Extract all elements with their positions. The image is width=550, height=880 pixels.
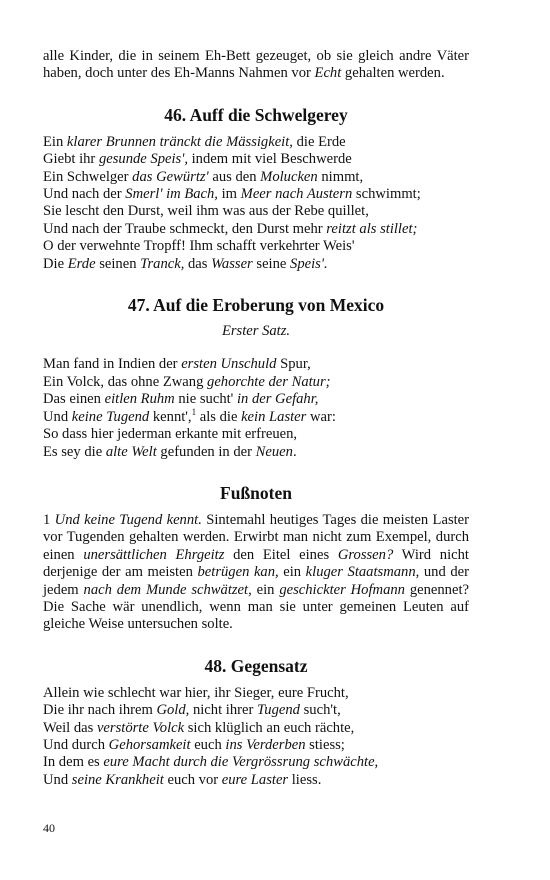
poem-line: Und nach der Traube schmeckt, den Durst mehr reitzt als stillet; bbox=[43, 220, 418, 237]
footnote-marker[interactable]: 1 bbox=[191, 406, 197, 417]
italic-text: Tugend bbox=[257, 702, 300, 719]
italic-text: Tranck, bbox=[140, 255, 185, 272]
poem-line: So dass hier jederman erkante mit erfreuen, bbox=[43, 426, 298, 443]
italic-text: alte Welt bbox=[105, 443, 157, 460]
italic-text: Grossen? bbox=[337, 546, 394, 563]
poem-48 bbox=[43, 685, 469, 789]
italic-text: Gehorsamkeit bbox=[108, 736, 191, 753]
italic-text: Wasser bbox=[211, 255, 253, 272]
italic-text: kluger Staatsmann, bbox=[305, 564, 420, 581]
poem-line: In dem es eure Macht durch die Vergrössrung schwächte, bbox=[43, 754, 379, 771]
poem-47 bbox=[43, 356, 469, 460]
italic-text: seine Krankheit bbox=[71, 771, 164, 788]
poem-line: Die Erde seinen Tranck, das Wasser seine Speis'. bbox=[43, 255, 328, 272]
italic-text: eure Laster bbox=[221, 771, 289, 788]
italic-text: das Gewürtz' bbox=[132, 168, 209, 185]
intro-paragraph: alle Kinder, die in seinem Eh-Bett gezeuget, ob sie gleich andre Väter haben, doch unter des Eh-Manns Nahmen vor Echt gehalten werden. bbox=[43, 48, 469, 82]
italic-text: in der Gefahr, bbox=[236, 391, 319, 408]
italic-text: ersten Unschuld bbox=[181, 356, 277, 373]
poem-line: O der verwehnte Tropff! Ihm schafft verkehrter Weis' bbox=[43, 238, 355, 255]
italic-text: Speis'. bbox=[290, 255, 328, 272]
italic-text: klarer Brunnen tränckt die Mässigkeit, bbox=[66, 133, 293, 150]
poem-line: Und nach der Smerl' im Bach, im Meer nach Austern schwimmt; bbox=[43, 186, 421, 203]
italic-text: keine Tugend bbox=[71, 408, 150, 425]
italic-text: kein Laster bbox=[241, 408, 307, 425]
italic-text: Neuen bbox=[255, 443, 293, 460]
italic-text: Smerl' im Bach, bbox=[125, 186, 218, 203]
poem-46 bbox=[43, 134, 469, 273]
italic-text: betrügen kan, bbox=[197, 564, 279, 581]
section-title-48: 48. Gegensatz bbox=[204, 655, 308, 676]
poem-line: Und durch Gehorsamkeit euch ins Verderben stiess; bbox=[43, 736, 345, 753]
italic-text: Und keine Tugend kennt. bbox=[54, 511, 202, 528]
poem-line: Und keine Tugend kennt',$^1$ als die kein Laster war: bbox=[43, 406, 336, 425]
section-subtitle-47: Erster Satz. bbox=[221, 323, 291, 340]
footnotes-title: Fußnoten bbox=[220, 482, 292, 503]
italic-text: nach dem Munde schwätzet, bbox=[83, 581, 252, 598]
section-title-46: 46. Auff die Schwelgerey bbox=[164, 104, 348, 125]
poem-line: Sie lescht den Durst, weil ihm was aus der Rebe quillet, bbox=[43, 203, 369, 220]
italic-text: Erde bbox=[67, 255, 96, 272]
italic-text: reitzt als stillet; bbox=[326, 220, 418, 237]
poem-line: Man fand in Indien der ersten Unschuld Spur, bbox=[43, 356, 311, 373]
poem-line: Und seine Krankheit euch vor eure Laster liess. bbox=[43, 771, 322, 788]
poem-line: Das einen eitlen Ruhm nie sucht' in der Gefahr, bbox=[43, 391, 319, 408]
italic-text: verstörte Volck bbox=[96, 719, 185, 736]
italic-text: eitlen Ruhm bbox=[104, 391, 175, 408]
poem-line: Es sey die alte Welt gefunden in der Neuen. bbox=[43, 443, 297, 460]
poem-line: Ein Schwelger das Gewürtz' aus den Molucken nimmt, bbox=[43, 168, 364, 185]
italic-text: gesunde Speis', bbox=[98, 151, 188, 168]
italic-text: Gold, bbox=[156, 702, 190, 719]
italic-text: Meer nach Austern bbox=[240, 186, 353, 203]
italic-text: Molucken bbox=[260, 168, 318, 185]
italic-text: ins Verderben bbox=[225, 736, 306, 753]
section-title-47: 47. Auf die Eroberung von Mexico bbox=[127, 295, 385, 316]
italic-text: gehorchte der Natur; bbox=[207, 373, 331, 390]
poem-line: Weil das verstörte Volck sich klüglich an euch rächte, bbox=[43, 719, 355, 736]
poem-line: Die ihr nach ihrem Gold, nicht ihrer Tugend such't, bbox=[43, 702, 341, 719]
italic-text: geschickter Hofmann bbox=[279, 581, 405, 598]
footnote-1: 1 Und keine Tugend kennt. Sintemahl heutiges Tages die meisten Laster vor Tugenden gehalten werden. Erwirbt man nicht zum Exempel, durch einen unersättlichen Ehrgeitz den Eitel eines Grossen? Wird nicht derjenige der am meisten betrügen kan, ein kluger Staatsmann, und der jedem nach dem Munde schwätzet, ein geschickter Hofmann genennet? Die Sache wär unendlich, wenn man sie unter gemeinen Leuten auf gleiche Weise untersuchen solte. bbox=[43, 511, 470, 633]
poem-line: Giebt ihr gesunde Speis', indem mit viel Beschwerde bbox=[43, 151, 352, 168]
document-page bbox=[43, 48, 469, 789]
poem-line: Allein wie schlecht war hier, ihr Sieger, eure Frucht, bbox=[43, 684, 349, 701]
italic-text: unersättlichen Ehrgeitz bbox=[83, 546, 225, 563]
page-number: 40 bbox=[43, 821, 55, 835]
poem-line: Ein klarer Brunnen tränckt die Mässigkeit, die Erde bbox=[43, 133, 346, 150]
italic-text: Echt bbox=[314, 65, 342, 82]
italic-text: eure Macht durch die Vergrössrung schwächte, bbox=[103, 754, 379, 771]
poem-line: Ein Volck, das ohne Zwang gehorchte der Natur; bbox=[43, 373, 331, 390]
